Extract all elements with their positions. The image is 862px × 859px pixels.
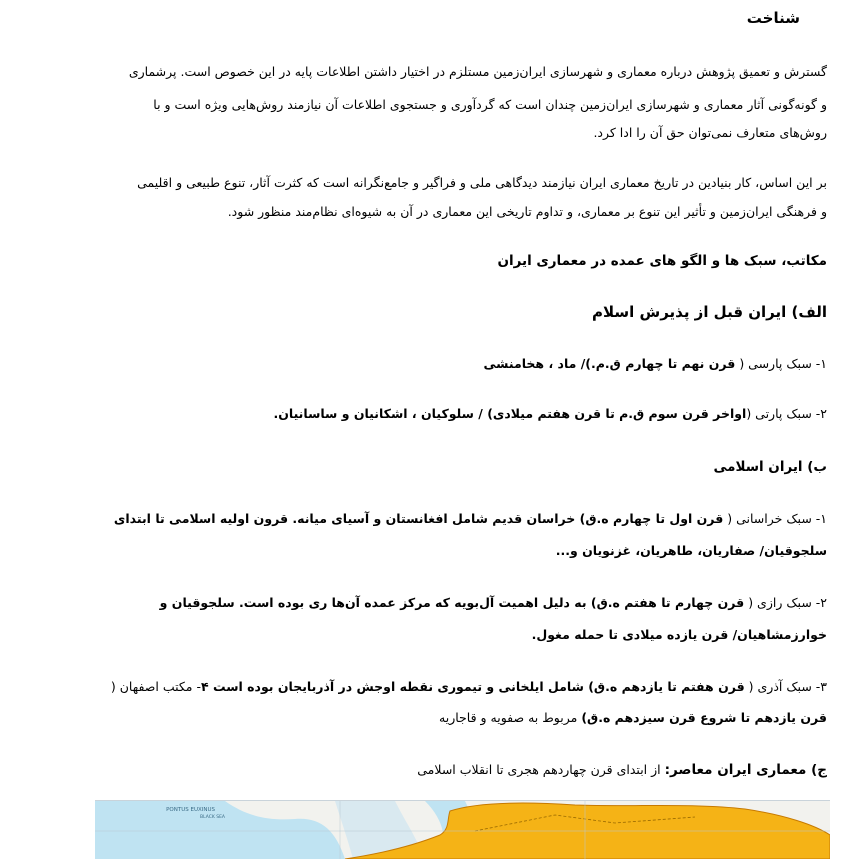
section-a-heading: الف) ایران قبل از پذیرش اسلام: [592, 303, 827, 321]
item-b3-prefix: ۳- سبک آذری (: [744, 679, 827, 694]
section-c-heading: [60, 759, 827, 781]
historical-map: [95, 800, 830, 859]
map-label-sea: PONTUS EUXINUS: [166, 807, 215, 813]
item-a1-bold: قرن نهم تا چهارم ق.م.)/ ماد ، هخامنشی: [483, 356, 736, 371]
item-b3-tail2: مربوط به صفویه و قاجاریه: [439, 710, 582, 725]
item-b3-bold2: قرن یازدهم تا شروع قرن سیزدهم ه.ق): [581, 710, 827, 725]
item-a2: [60, 403, 827, 425]
item-a1: [60, 353, 827, 375]
para1-line1: گسترش و تعمیق پژوهش درباره معماری و شهرسازی ایران‌زمین مستلزم در اختیار داشتن اطلاعات پایه در این خصوص است. پرشماری: [128, 64, 827, 79]
para1-line3: روش‌های متعارف نمی‌توان حق آن را ادا کرد.: [593, 125, 827, 140]
para1-line2: و گونه‌گونی آثار معماری و شهرسازی ایران‌زمین چندان است که گردآوری و جستجوی اطلاعات آن نیازمند روش‌هایی ویژه است و با: [153, 97, 827, 112]
item-a2-prefix: ۲- سبک پارتی (: [746, 406, 827, 421]
section-b-heading: ب) ایران اسلامی: [713, 459, 827, 475]
item-b2-bold1: قرن چهارم تا هفتم ه.ق) به دلیل اهمیت آل‌بویه که مرکز عمده آن‌ها ری بوده است. سلجوقیان و: [159, 595, 745, 610]
item-b1-prefix: ۱- سبک خراسانی (: [723, 511, 827, 526]
section-title: شناخت: [746, 9, 800, 27]
item-b1-bold1: قرن اول تا چهارم ه.ق) خراسان قدیم شامل افغانستان و آسیای میانه. قرون اولیه اسلامی تا ابتدای: [113, 511, 724, 526]
item-b3-bold1: قرن هفتم تا یازدهم ه.ق) شامل ایلخانی و تیموری نقطه اوجش در آذربایجان بوده است ۴: [201, 679, 745, 694]
heading-schools: مکاتب، سبک ها و الگو های عمده در معماری ایران: [497, 253, 827, 269]
section-c-normal: از ابتدای قرن چهاردهم هجری تا انقلاب اسلامی: [417, 762, 665, 777]
item-b2-prefix: ۲- سبک رازی (: [744, 595, 827, 610]
item-b1-line2: سلجوقیان/ صفاریان، طاهریان، غزنویان و...: [555, 543, 827, 558]
item-b3-line2: [60, 707, 827, 729]
item-b3-tail1: - مکتب اصفهان (: [110, 679, 201, 694]
item-a2-bold: اواخر قرن سوم ق.م تا قرن هفتم میلادی) / سلوکیان ، اشکانیان و ساسانیان.: [273, 406, 747, 421]
para2-line2: و فرهنگی ایران‌زمین و تأثیر این تنوع بر معماری، و تداوم تاریخی این معماری در آن به شیوه‌ای نظام‌مند منظور شود.: [227, 204, 827, 219]
item-b2-line1: [60, 592, 827, 614]
item-b1-line1: [60, 508, 827, 530]
map-graphic: [95, 801, 830, 859]
item-b3-line1: [60, 676, 827, 698]
map-label-sea-sub: BLACK SEA: [200, 815, 225, 820]
section-c-bold: ج) معماری ایران معاصر:: [664, 762, 827, 778]
para2-line1: بر این اساس، کار بنیادین در تاریخ معماری ایران نیازمند دیدگاهی ملی و فراگیر و جامع‌نگرانه است که کثرت آثار، تنوع طبیعی و اقلیمی: [137, 175, 827, 190]
item-b2-line2: خوارزمشاهیان/ قرن یازده میلادی تا حمله مغول.: [531, 627, 827, 642]
item-a1-prefix: ۱- سبک پارسی (: [735, 356, 827, 371]
